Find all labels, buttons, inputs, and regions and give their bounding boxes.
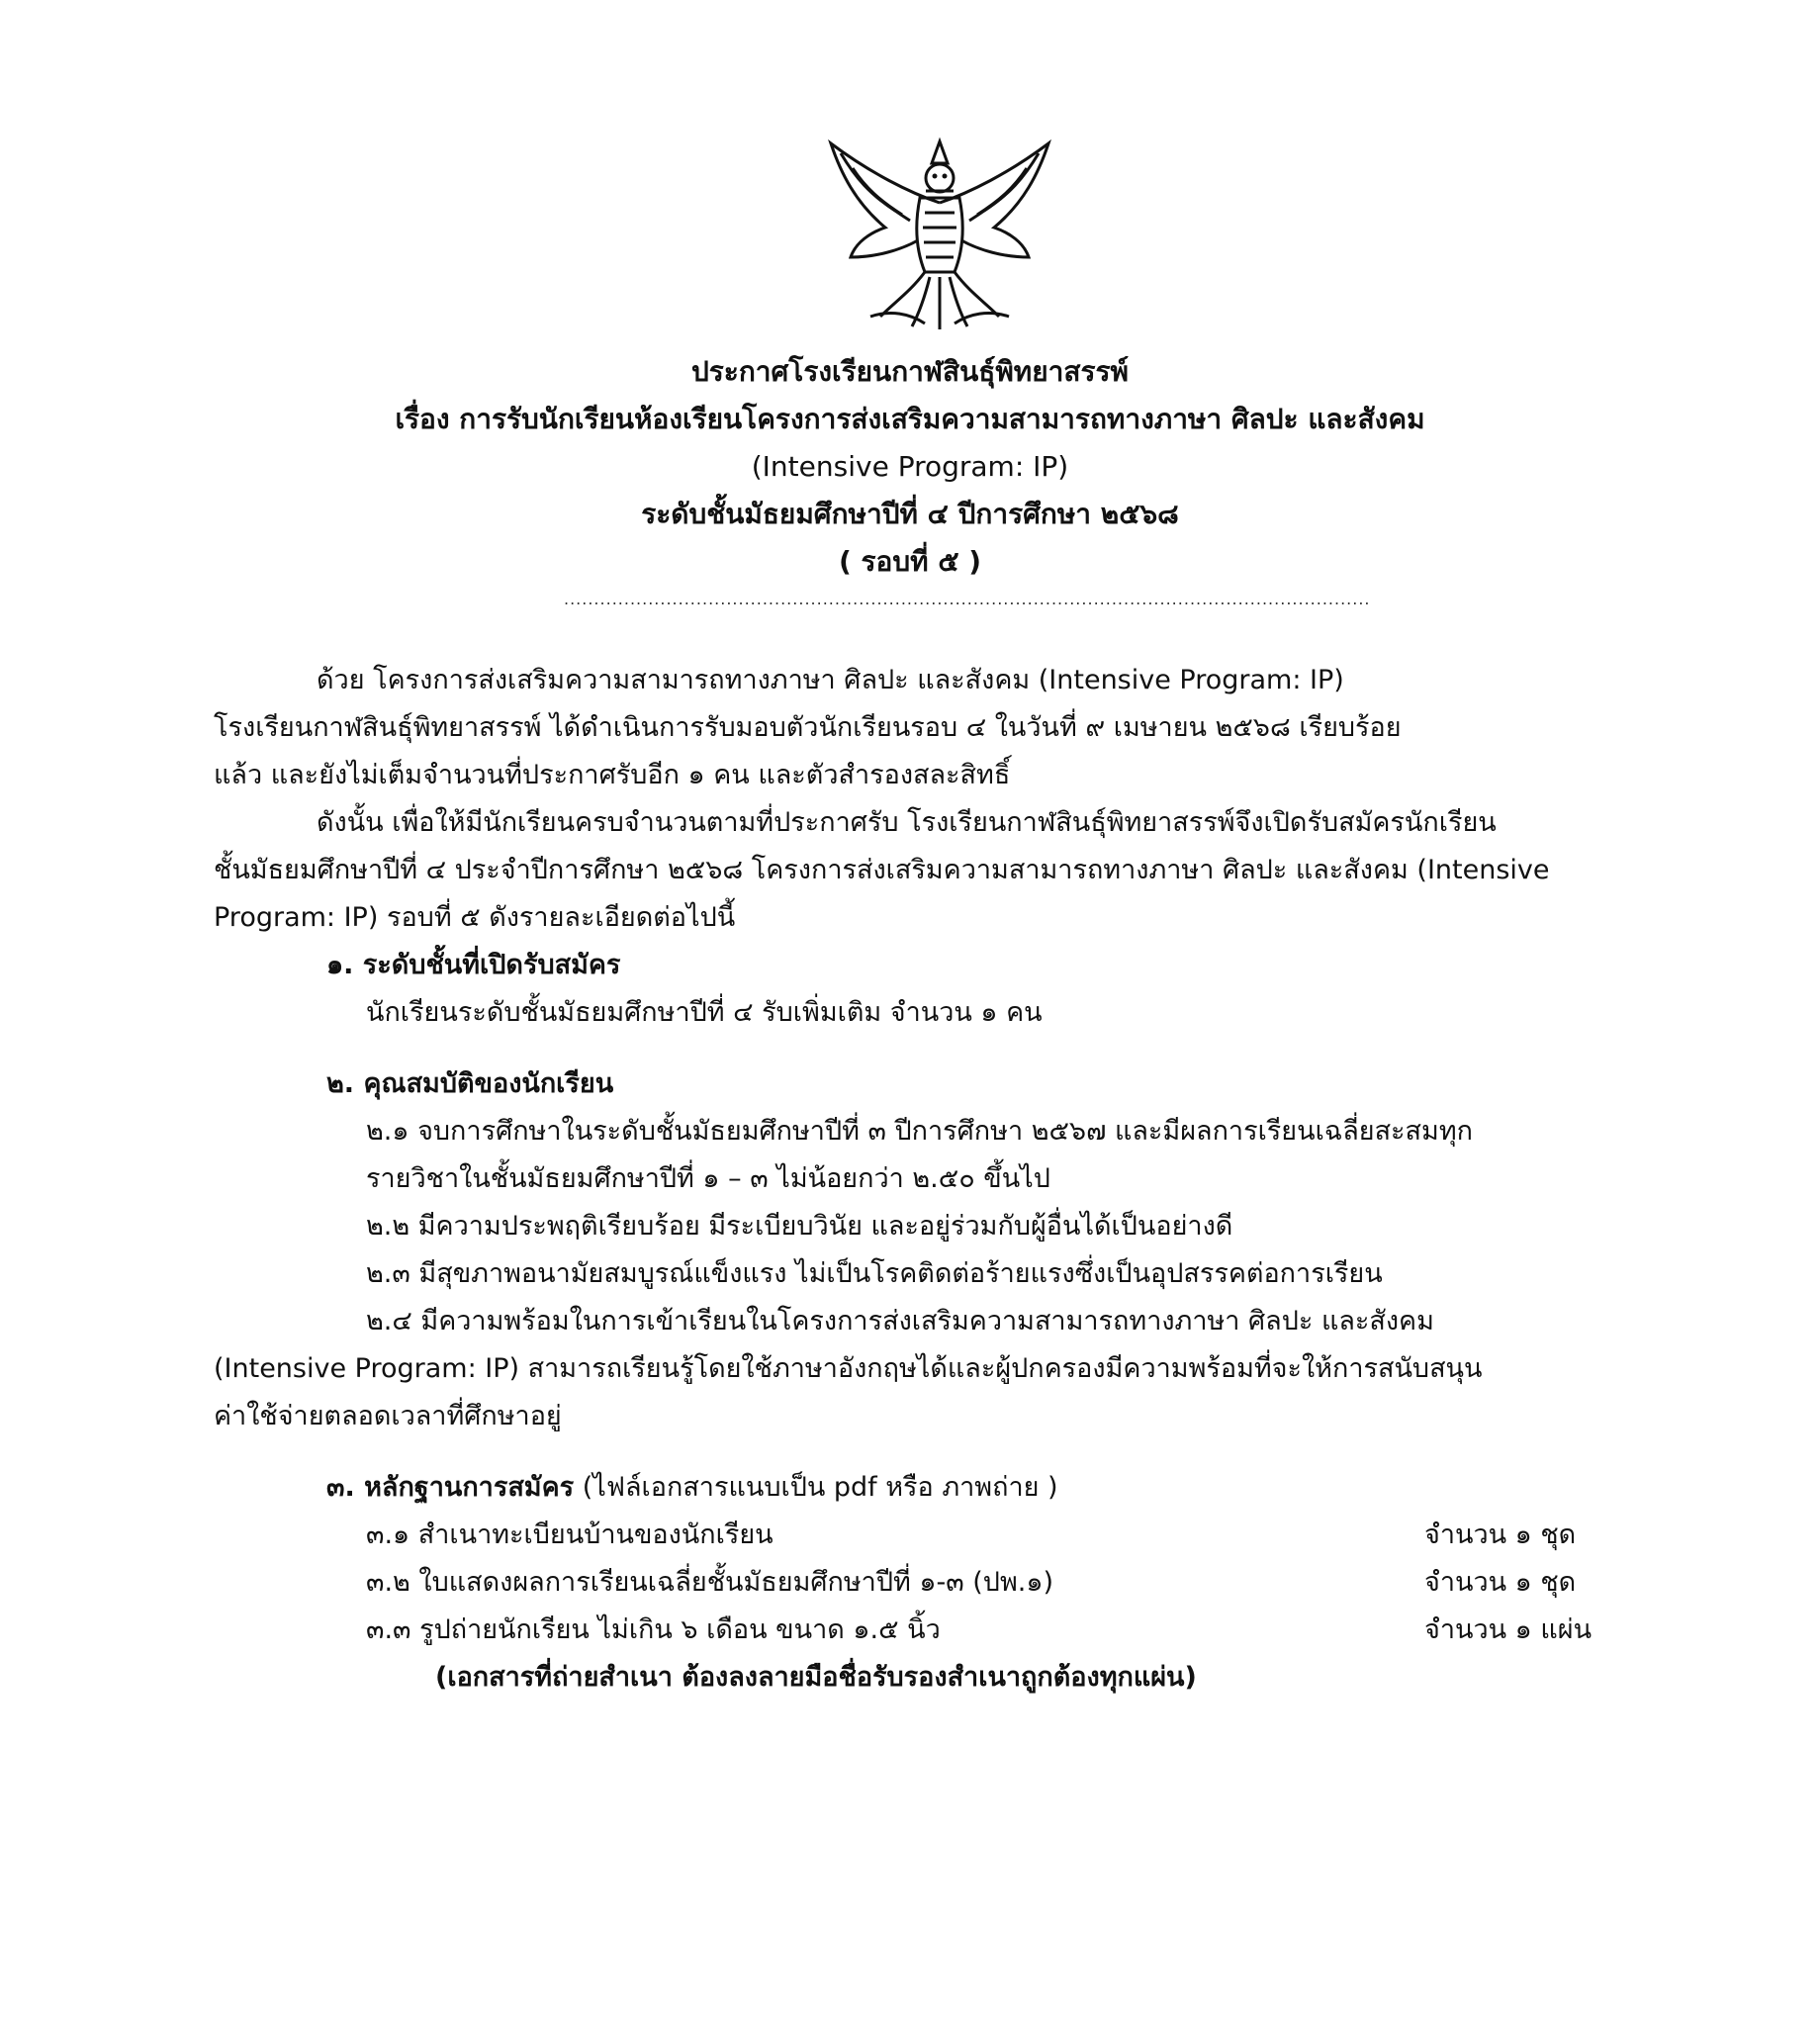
dotted-divider: ......................................................................................................................................	[564, 590, 1371, 608]
section-2-item-1-line-2: รายวิชาในชั้นมัธยมศึกษาปีที่ ๑ – ๓ ไม่น้อยกว่า ๒.๕๐ ขึ้นไป	[366, 1163, 1050, 1194]
section-3-title: ๓. หลักฐานการสมัคร	[326, 1472, 575, 1503]
section-1-title: ๑. ระดับชั้นที่เปิดรับสมัคร	[326, 950, 621, 980]
intro-paragraph-2-line-1: ดังนั้น เพื่อให้มีนักเรียนครบจำนวนตามที่ประกาศรับ โรงเรียนกาฬสินธุ์พิทยาสรรพ์จึงเปิดรับสมัครนักเรียน	[317, 807, 1497, 838]
section-2-item-4-line-3: ค่าใช้จ่ายตลอดเวลาที่ศึกษาอยู่	[214, 1401, 562, 1431]
intro-paragraph-1-line-3: แล้ว และยังไม่เต็มจำนวนที่ประกาศรับอีก ๑ คน และตัวสำรองสละสิทธิ์	[214, 760, 1011, 790]
section-3-heading	[326, 1464, 1058, 1512]
grade-level-heading: ระดับชั้นมัธยมศึกษาปีที่ ๔ ปีการศึกษา ๒๕๖๘	[641, 498, 1179, 530]
intro-paragraph-2-line-3: Program: IP) รอบที่ ๕ ดังรายละเอียดต่อไปนี้	[214, 902, 736, 933]
announcement-title: ประกาศโรงเรียนกาฬสินธุ์พิทยาสรรพ์	[690, 355, 1129, 388]
document-item-1-quantity: จำนวน ๑ ชุด	[1424, 1520, 1577, 1550]
section-2-item-3: ๒.๓ มีสุขภาพอนามัยสมบูรณ์แข็งแรง ไม่เป็นโรคติดต่อร้ายแรงซึ่งเป็นอุปสรรคต่อการเรียน	[366, 1258, 1383, 1289]
document-item-3-quantity: จำนวน ๑ แผ่น	[1424, 1614, 1592, 1645]
section-2-item-4-line-2: (Intensive Program: IP) สามารถเรียนรู้โดยใช้ภาษาอังกฤษได้และผู้ปกครองมีความพร้อมที่จะให้การสนับสนุน	[214, 1353, 1483, 1384]
section-2-title: ๒. คุณสมบัติของนักเรียน	[326, 1068, 614, 1099]
section-2-item-2: ๒.๒ มีความประพฤติเรียบร้อย มีระเบียบวินัย และอยู่ร่วมกับผู้อื่นได้เป็นอย่างดี	[366, 1211, 1233, 1242]
announcement-subject: เรื่อง การรับนักเรียนห้องเรียนโครงการส่งเสริมความสามารถทางภาษา ศิลปะ และสังคม	[395, 403, 1425, 435]
garuda-emblem-icon	[801, 134, 1078, 331]
intro-paragraph-1-line-1: ด้วย โครงการส่งเสริมความสามารถทางภาษา ศิลปะ และสังคม (Intensive Program: IP)	[317, 665, 1344, 695]
document-item-2-label: ๓.๒ ใบแสดงผลการเรียนเฉลี่ยชั้นมัธยมศึกษาปีที่ ๑-๓ (ปพ.๑)	[366, 1567, 1053, 1598]
intro-paragraph-2-line-2: ชั้นมัธยมศึกษาปีที่ ๔ ประจำปีการศึกษา ๒๕๖๘ โครงการส่งเสริมความสามารถทางภาษา ศิลปะ และสังคม (Intensive	[214, 855, 1550, 885]
section-1-text: นักเรียนระดับชั้นมัธยมศึกษาปีที่ ๔ รับเพิ่มเติม จำนวน ๑ คน	[366, 997, 1043, 1028]
document-item-1-label: ๓.๑ สำเนาทะเบียนบ้านของนักเรียน	[366, 1520, 774, 1550]
round-heading: ( รอบที่ ๕ )	[838, 545, 982, 578]
document-item-2-quantity: จำนวน ๑ ชุด	[1424, 1567, 1577, 1598]
section-2-item-1-line-1: ๒.๑ จบการศึกษาในระดับชั้นมัธยมศึกษาปีที่ ๓ ปีการศึกษา ๒๕๖๗ และมีผลการเรียนเฉลี่ยสะสมทุก	[366, 1116, 1473, 1147]
certification-note: (เอกสารที่ถ่ายสำเนา ต้องลงลายมือชื่อรับรองสำเนาถูกต้องทุกแผ่น)	[435, 1662, 1197, 1693]
document-item-3-label: ๓.๓ รูปถ่ายนักเรียน ไม่เกิน ๖ เดือน ขนาด ๑.๕ นิ้ว	[366, 1614, 941, 1645]
section-3-title-note: (ไฟล์เอกสารแนบเป็น pdf หรือ ภาพถ่าย )	[582, 1472, 1058, 1503]
intro-paragraph-1-line-2: โรงเรียนกาฬสินธุ์พิทยาสรรพ์ ได้ดำเนินการรับมอบตัวนักเรียนรอบ ๔ ในวันที่ ๙ เมษายน ๒๕๖๘ เรียบร้อย	[214, 712, 1402, 743]
section-2-item-4-line-1: ๒.๔ มีความพร้อมในการเข้าเรียนในโครงการส่งเสริมความสามารถทางภาษา ศิลปะ และสังคม	[366, 1306, 1434, 1336]
program-name: (Intensive Program: IP)	[751, 450, 1069, 483]
